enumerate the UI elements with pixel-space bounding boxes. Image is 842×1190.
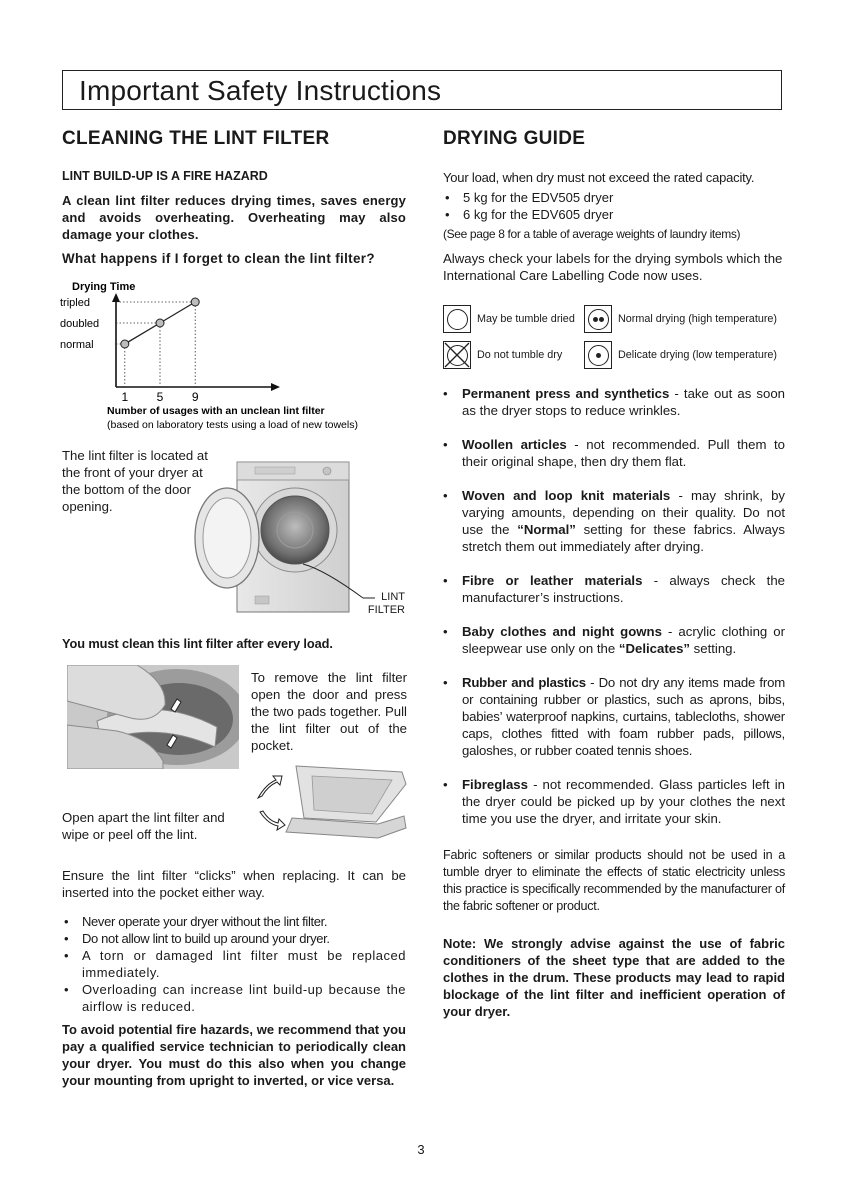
- normal-drying-icon: [584, 305, 612, 333]
- fabric-conditioner-note: Note: We strongly advise against the use of fabric conditioners of the sheet type that are added to the clothes in the drum. These products may lead to rapid blockage of the lint filter and inefficient operation of your dryer.: [443, 936, 785, 1019]
- guide-text: setting for these fabrics. Always stretch them out immediately after drying.: [462, 522, 785, 554]
- symbol-normal-drying: [584, 305, 777, 333]
- chart-y-tick-label: normal: [60, 339, 94, 351]
- chart-y-tick-label: tripled: [60, 297, 90, 309]
- guide-text: - Do not dry any items made from or containing rubber or plastics, such as aprons, bibs, babies’ waterproof napkins, curtains, tablecloths, shower caps, clothes fitted with foam rubber pads, pillows, galoshes, or rubber coated tennis shoes.: [462, 675, 785, 758]
- guide-text: setting.: [690, 641, 737, 656]
- remove-filter-text: To remove the lint filter open the door and press the two pads together. Pull the lint filter out of the pocket.: [251, 670, 407, 753]
- lint-bullet-item: • Overloading can increase lint build-up because the airflow is reduced.: [62, 981, 406, 1015]
- lint-bullet-item: • A torn or damaged lint filter must be replaced immediately.: [62, 947, 406, 981]
- title-box: [62, 70, 782, 110]
- location-text: The lint filter is located at the front of your dryer at the bottom of the door opening.: [62, 448, 208, 514]
- chart-x-tick-label: 5: [156, 390, 164, 404]
- chart-point: [121, 340, 129, 348]
- guide-item: [443, 674, 785, 759]
- check-labels-text: Always check your labels for the drying symbols which the International Care Labelling Code now uses.: [443, 251, 783, 283]
- guide-text: - always check the manufacturer’s instructions.: [462, 573, 785, 605]
- lint-filter-heading: CLEANING THE LINT FILTER: [62, 128, 330, 149]
- must-clean-text: You must clean this lint filter after every load.: [62, 636, 333, 651]
- open-apart-text: Open apart the lint filter and wipe or peel off the lint.: [62, 810, 225, 842]
- chart-x-tick-label: 1: [121, 390, 129, 404]
- capacity-item: • 5 kg for the EDV505 dryer: [443, 189, 785, 206]
- guide-term: Woollen articles: [462, 437, 567, 452]
- symbol-tumble-dried: [443, 305, 575, 333]
- question-text: What happens if I forget to clean the lint filter?: [62, 251, 375, 266]
- guide-strong: “Normal”: [517, 522, 576, 537]
- guide-item: [443, 385, 785, 419]
- chart-y-arrow: [112, 293, 120, 302]
- guide-strong: “Delicates”: [618, 641, 690, 656]
- chart-point: [156, 319, 164, 327]
- see-page-note: (See page 8 for a table of average weights of laundry items): [443, 227, 741, 241]
- do-not-tumble-icon: [443, 341, 471, 369]
- intro-text: A clean lint filter reduces drying times, saves energy and avoids overheating. Overheating may also damage your clothes.: [62, 193, 406, 242]
- guide-text: - may shrink, by varying amounts, depending on their quality. Do not use the: [462, 488, 786, 537]
- right-column: [443, 128, 785, 284]
- fire-hazard-warning: To avoid potential fire hazards, we recommend that you pay a qualified service technician to periodically clean your dryer. You must do this also when you change your mounting from upright to inverted, or vice versa.: [62, 1022, 406, 1088]
- open-lint-filter-illustration: [256, 762, 408, 842]
- delicate-drying-icon: [584, 341, 612, 369]
- lint-bullet-list: [62, 913, 406, 1015]
- symbol-label: Do not tumble dry: [477, 349, 563, 361]
- capacity-list: [443, 189, 785, 223]
- fabric-softeners-text: Fabric softeners or similar products should not be used in a tumble dryer to eliminate the effects of static electricity unless this practice is specifically recommended by the manufacturer of the fabric softener or product.: [443, 848, 785, 913]
- guide-item: [443, 487, 785, 555]
- guide-term: Permanent press and synthetics: [462, 386, 670, 401]
- chart-point: [191, 298, 199, 306]
- guide-text: - acrylic clothing or sleepwear use only on the: [462, 624, 785, 656]
- guide-term: Baby clothes and night gowns: [462, 624, 662, 639]
- chart-x-arrow: [271, 383, 280, 391]
- guide-term: Fibre or leather materials: [462, 573, 643, 588]
- guide-item: [443, 623, 785, 657]
- symbol-no-tumble: [443, 341, 562, 369]
- chart-ylabel: Drying Time: [72, 281, 136, 293]
- drying-guide-heading: DRYING GUIDE: [443, 128, 586, 149]
- page-number: 3: [417, 1142, 425, 1157]
- chart-y-tick-label: doubled: [60, 318, 100, 330]
- guide-text: - not recommended. Glass particles left in the dryer could be picked up by your clothes the next time you use the dryer, and irritate your skin.: [462, 777, 785, 826]
- page-title: Important Safety Instructions: [79, 75, 442, 106]
- capacity-item: • 6 kg for the EDV605 dryer: [443, 206, 785, 223]
- chart-x-tick-label: 9: [191, 390, 199, 404]
- lint-filter-label: [360, 591, 405, 617]
- ensure-clicks-text: Ensure the lint filter “clicks” when replacing. It can be inserted into the pocket either way.: [62, 868, 406, 900]
- hands-removing-filter-photo: [67, 665, 239, 769]
- chart-note: (based on laboratory tests using a load of new towels): [107, 419, 358, 431]
- symbol-label: Normal drying (high temperature): [618, 313, 778, 325]
- left-column: [62, 128, 406, 266]
- lint-bullet-item: • Never operate your dryer without the lint filter.: [62, 913, 406, 930]
- guide-item: [443, 776, 785, 827]
- lint-bullet-item: • Do not allow lint to build up around your dryer.: [62, 930, 406, 947]
- guide-item: [443, 572, 785, 606]
- symbol-delicate-drying: [584, 341, 777, 369]
- drying-guide-list: [443, 385, 785, 827]
- guide-term: Fibreglass: [462, 777, 528, 792]
- drying-time-chart: [60, 277, 400, 437]
- guide-term: Rubber and plastics: [462, 675, 586, 690]
- hazard-subheading: LINT BUILD-UP IS A FIRE HAZARD: [62, 169, 268, 183]
- symbol-label: May be tumble dried: [477, 313, 575, 325]
- lint-label-line2: FILTER: [367, 604, 405, 616]
- symbol-label: Delicate drying (low temperature): [618, 349, 778, 361]
- lint-label-line1: LINT: [381, 591, 405, 603]
- guide-text: - not recommended. Pull them to their original shape, then dry them flat.: [462, 437, 785, 469]
- chart-xlabel: Number of usages with an unclean lint filter: [107, 405, 325, 417]
- guide-term: Woven and loop knit materials: [462, 488, 671, 503]
- guide-item: [443, 436, 785, 470]
- guide-text: - take out as soon as the dryer stops to reduce wrinkles.: [462, 386, 786, 418]
- tumble-dry-icon: [443, 305, 471, 333]
- capacity-text: Your load, when dry must not exceed the rated capacity.: [443, 170, 755, 185]
